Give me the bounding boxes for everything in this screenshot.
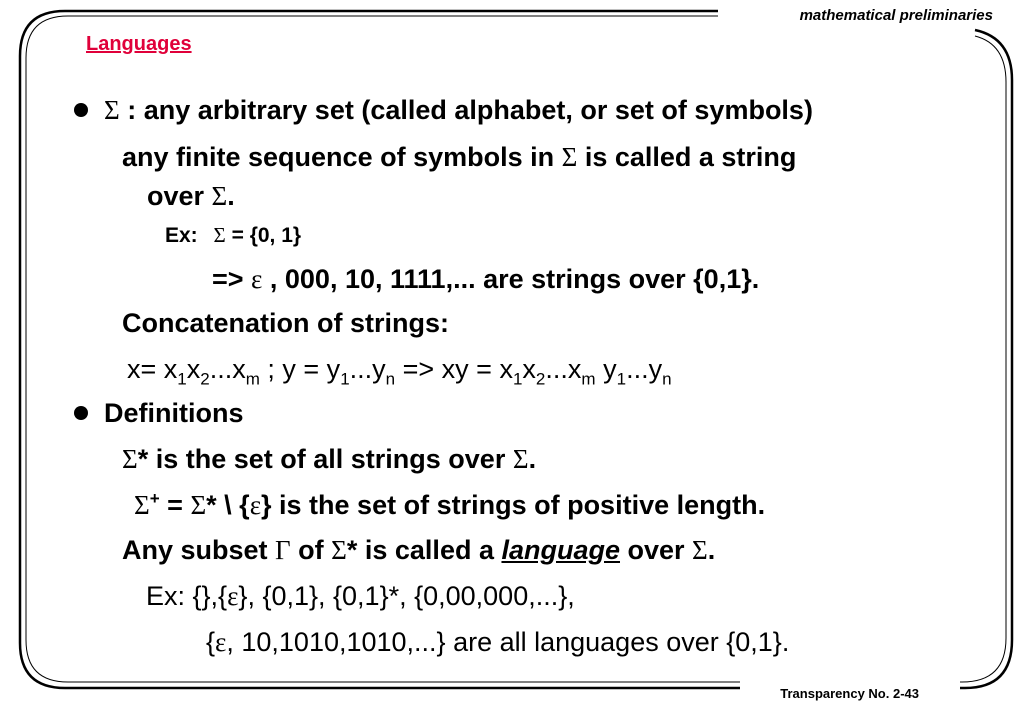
bullet-icon — [74, 406, 88, 420]
sigma-symbol: Σ — [561, 142, 578, 172]
sigma-symbol: Σ — [122, 444, 138, 474]
sigma-symbol: Σ — [190, 490, 207, 520]
line-definitions: Definitions — [104, 398, 244, 428]
sigma-symbol: Σ — [211, 181, 228, 211]
term-language: language — [501, 535, 620, 565]
sigma-symbol: Σ — [692, 535, 708, 565]
epsilon-symbol: ε — [227, 581, 239, 611]
sigma-symbol: Σ — [213, 223, 226, 247]
line-concatenation-formula: $x= x_1x_2...x_m$ ; $y = y_1...y_n$ => xy = $x_1x_2...x_m$ $y_1...y_n$ — [127, 354, 672, 389]
bullet-icon — [74, 103, 88, 117]
line-example-alphabet: Ex: Σ = {0, 1} — [165, 223, 302, 247]
line-string-def: any finite sequence of symbols in Σ is called a string — [122, 142, 797, 172]
line-example-strings: => ε , 000, 10, 1111,... are strings over {0,1}. — [212, 264, 760, 294]
gamma-symbol: Γ — [275, 535, 291, 565]
line-alphabet: Σ : any arbitrary set (called alphabet, or set of symbols) — [104, 95, 813, 125]
slide-title: Languages — [86, 33, 192, 55]
line-language-def: Any subset Γ of Σ* is called a language over Σ. — [122, 535, 716, 565]
sigma-symbol: Σ — [512, 444, 529, 474]
line-string-def-cont: over Σ. — [147, 181, 235, 211]
slide-header: mathematical preliminaries — [799, 7, 993, 24]
epsilon-symbol: ε — [249, 490, 262, 520]
line-language-examples-cont: {ε, 10,1010,1010,...} are all languages over {0,1}. — [206, 627, 790, 657]
sigma-symbol: Σ — [104, 95, 120, 125]
sigma-symbol: Σ — [331, 535, 347, 565]
epsilon-symbol: ε — [251, 264, 263, 294]
line-sigma-star: Σ* is the set of all strings over Σ. — [122, 444, 537, 474]
line-concatenation: Concatenation of strings: — [122, 308, 450, 338]
transparency-number: Transparency No. 2-43 — [780, 686, 919, 701]
sigma-symbol: Σ — [134, 490, 150, 520]
line-sigma-plus: Σ+ = Σ* \ {ε} is the set of strings of positive length. — [134, 489, 766, 520]
epsilon-symbol: ε — [215, 627, 227, 657]
line-language-examples: Ex: {},{ε}, {0,1}, {0,1}*, {0,00,000,...}, — [146, 581, 575, 611]
